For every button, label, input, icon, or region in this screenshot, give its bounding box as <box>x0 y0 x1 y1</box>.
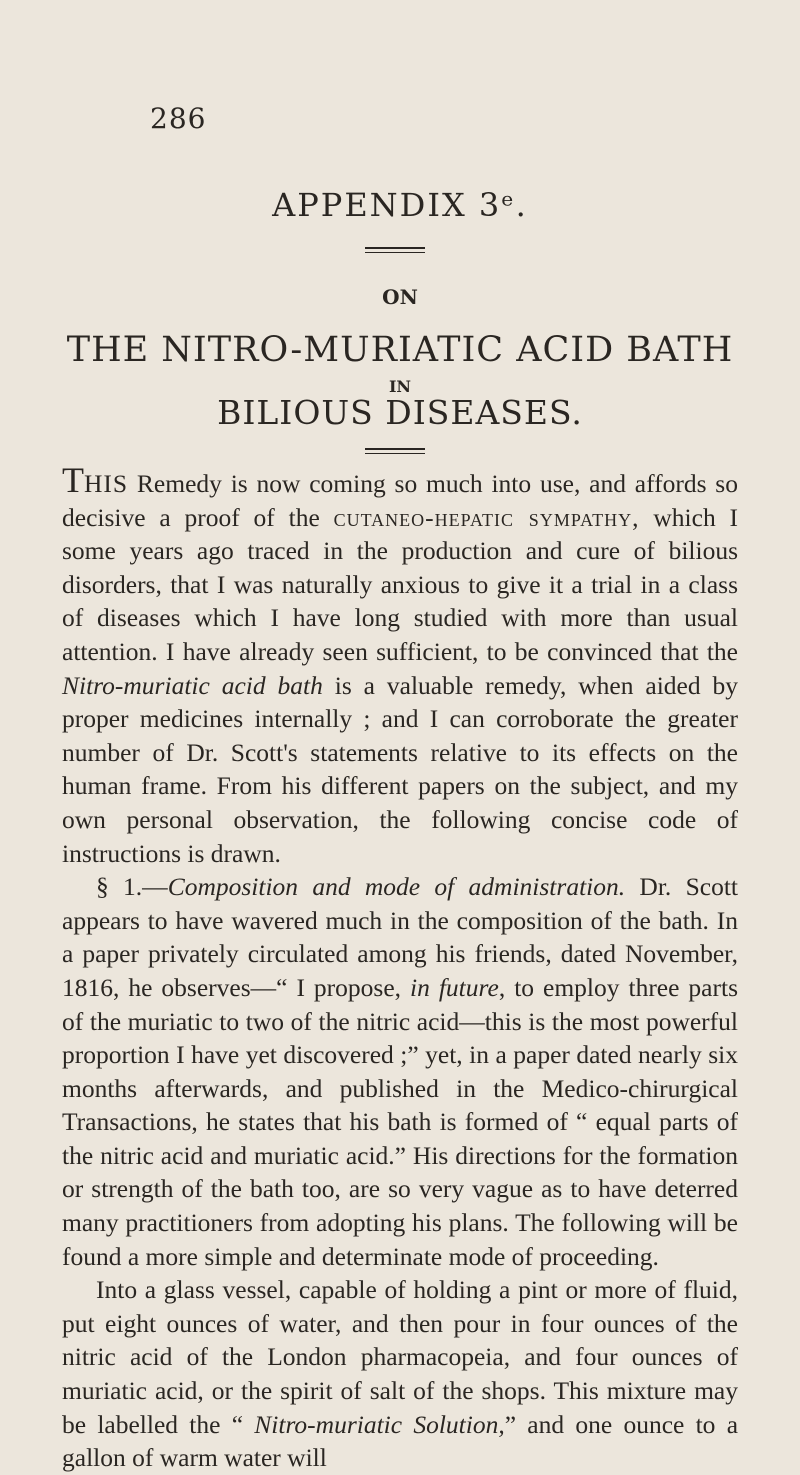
section-heading: Composition and mode of administration. <box>167 872 626 902</box>
page-number: 286 <box>150 102 207 135</box>
in-label: IN <box>388 377 412 396</box>
paragraph-1-text: is a valuable remedy, when aided by proper medicines internally ; and I can corroborate the greater number of Dr. Scott's statements relative to its effects on the human frame. From his different papers on the subject, and my own personal observation, the following concise code of instructions is drawn. <box>62 670 739 868</box>
lead-word: HIS <box>84 469 129 498</box>
paragraph-2-text: , to employ three parts of the muriatic to two of the nitric acid—this is the most powerful proportion I have yet discovered ;” yet, in a paper dated nearly six months afterwards, and published in the Medico-chirurgical Transactions, he states that his bath is formed of “ equal parts of the nitric acid and muriatic acid.” His directions for the formation or strength of the bath too, are so very vague as to have deterred many practitioners from adopting his plans. The following will be found a more simple and determinate mode of proceeding. <box>62 972 738 1271</box>
page-title: THE NITRO-MURIATIC ACID BATH <box>66 330 734 370</box>
paragraph-3-text: ” and one ounce to a gallon of warm water will <box>62 1409 739 1473</box>
body-text <box>62 460 739 1475</box>
paragraph-2 <box>62 870 738 1273</box>
italic-term: in future <box>410 972 499 1002</box>
paragraph-1-text: which I some years ago traced in the production and cure of bilious disorders, that I was naturally anxious to give it a trial in a class of diseases which I have long studied with more than usual attention. I have already seen sufficient, to be convinced that the <box>62 502 739 666</box>
heading-rule <box>365 247 425 253</box>
italic-term: Nitro-muriatic Solution, <box>254 1409 505 1439</box>
smallcaps-term: cutaneo-hepatic sympathy, <box>333 502 640 532</box>
italic-term: Nitro-muriatic acid bath <box>62 670 323 700</box>
paragraph-2-text: Dr. Scott appears to have wavered much in the composition of the bath. In a paper privately circulated among his friends, dated November, 1816, he observes—“ I propose, <box>62 872 739 1002</box>
appendix-heading: APPENDIX 3ᵉ. <box>272 186 528 224</box>
on-label: ON <box>382 285 418 309</box>
paragraph-3 <box>62 1273 738 1475</box>
paragraph-3-text: Into a glass vessel, capable of holding a pint or more of fluid, put eight ounces of water, and then pour in four ounces of the nitric acid of the London pharmacopeia, and four ounces of muriatic acid, or the spirit of salt of the shops. This mixture may be labelled the “ <box>62 1275 738 1439</box>
subtitle-rule <box>365 448 425 454</box>
paragraph-1 <box>62 460 739 870</box>
page-subtitle: BILIOUS DISEASES. <box>217 393 583 432</box>
section-number: § 1.— <box>96 872 168 902</box>
drop-cap: T <box>62 460 84 500</box>
paragraph-1-text: Remedy is now coming so much into use, and affords so decisive a proof of the <box>62 469 738 532</box>
